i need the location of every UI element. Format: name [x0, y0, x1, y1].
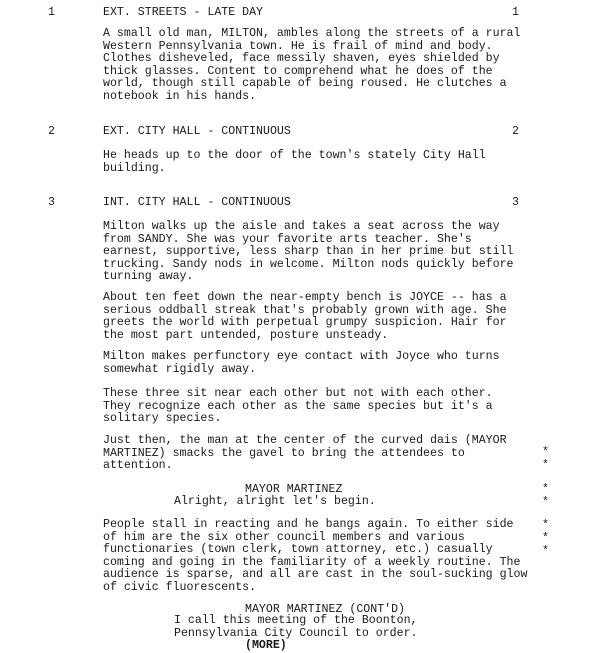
dialogue-line: Alright, alright let's begin. — [174, 495, 376, 508]
action-paragraph: People stall in reacting and he bangs again. To either side of him are the six other council members and various functionaries (town clerk, town attorney, etc.) casually coming and going in the familiarity of a weekly routine. The audience is sparse, and all are cast in the soul-sucking glow of civic fluorescents. — [103, 518, 528, 594]
scene-heading: INT. CITY HALL - CONTINUOUS — [103, 196, 291, 209]
scene-heading: EXT. CITY HALL - CONTINUOUS — [103, 125, 291, 138]
more-continuation: (MORE) — [245, 639, 287, 652]
revision-mark: * — [542, 496, 549, 509]
character-name: MAYOR MARTINEZ (CONT'D) — [245, 603, 406, 616]
character-name: MAYOR MARTINEZ — [245, 483, 343, 496]
scene-number-left: 2 — [48, 125, 55, 138]
action-paragraph: He heads up to the door of the town's stately City Hall building. — [103, 149, 486, 175]
action-paragraph: These three sit near each other but not with each other. They recognize each other as the same species but it's a solitary species. — [103, 387, 493, 426]
dialogue-line: I call this meeting of the Boonton, Pennsylvania City Council to order. — [174, 614, 418, 640]
revision-mark: * — [542, 532, 549, 545]
revision-mark: * — [542, 519, 549, 532]
action-paragraph: A small old man, MILTON, ambles along the streets of a rural Western Pennsylvania town. He is frail of mind and body. Clothes disheveled, face messily shaven, eyes shielded by thick glasses. Content to comprehend what he does of the world, though still capable of being roused. He clutches a notebook in his hands. — [103, 27, 521, 103]
scene-number-right: 2 — [512, 125, 519, 138]
revision-mark: * — [542, 446, 549, 459]
scene-number-left: 3 — [48, 196, 55, 209]
scene-heading: EXT. STREETS - LATE DAY — [103, 6, 264, 19]
scene-number-right: 3 — [512, 196, 519, 209]
action-paragraph: Just then, the man at the center of the curved dais (MAYOR MARTINEZ) smacks the gavel to bring the attendees to attention. — [103, 434, 507, 473]
revision-mark: * — [542, 545, 549, 558]
action-paragraph: Milton makes perfunctory eye contact with Joyce who turns somewhat rigidly away. — [103, 350, 500, 376]
revision-mark: * — [542, 483, 549, 496]
action-paragraph: About ten feet down the near-empty bench is JOYCE -- has a serious oddball streak that's probably grown with age. She greets the world with perpetual grumpy suspicion. Hair for the most part untended, posture unsteady. — [103, 291, 507, 342]
scene-number-left: 1 — [48, 6, 55, 19]
revision-mark: * — [542, 459, 549, 472]
scene-number-right: 1 — [512, 6, 519, 19]
action-paragraph: Milton walks up the aisle and takes a seat across the way from SANDY. She was your favorite arts teacher. She's earnest, supportive, less sharp than in her prime but still trucking. Sandy nods in welcome. Milton nods quickly before turning away. — [103, 220, 514, 284]
